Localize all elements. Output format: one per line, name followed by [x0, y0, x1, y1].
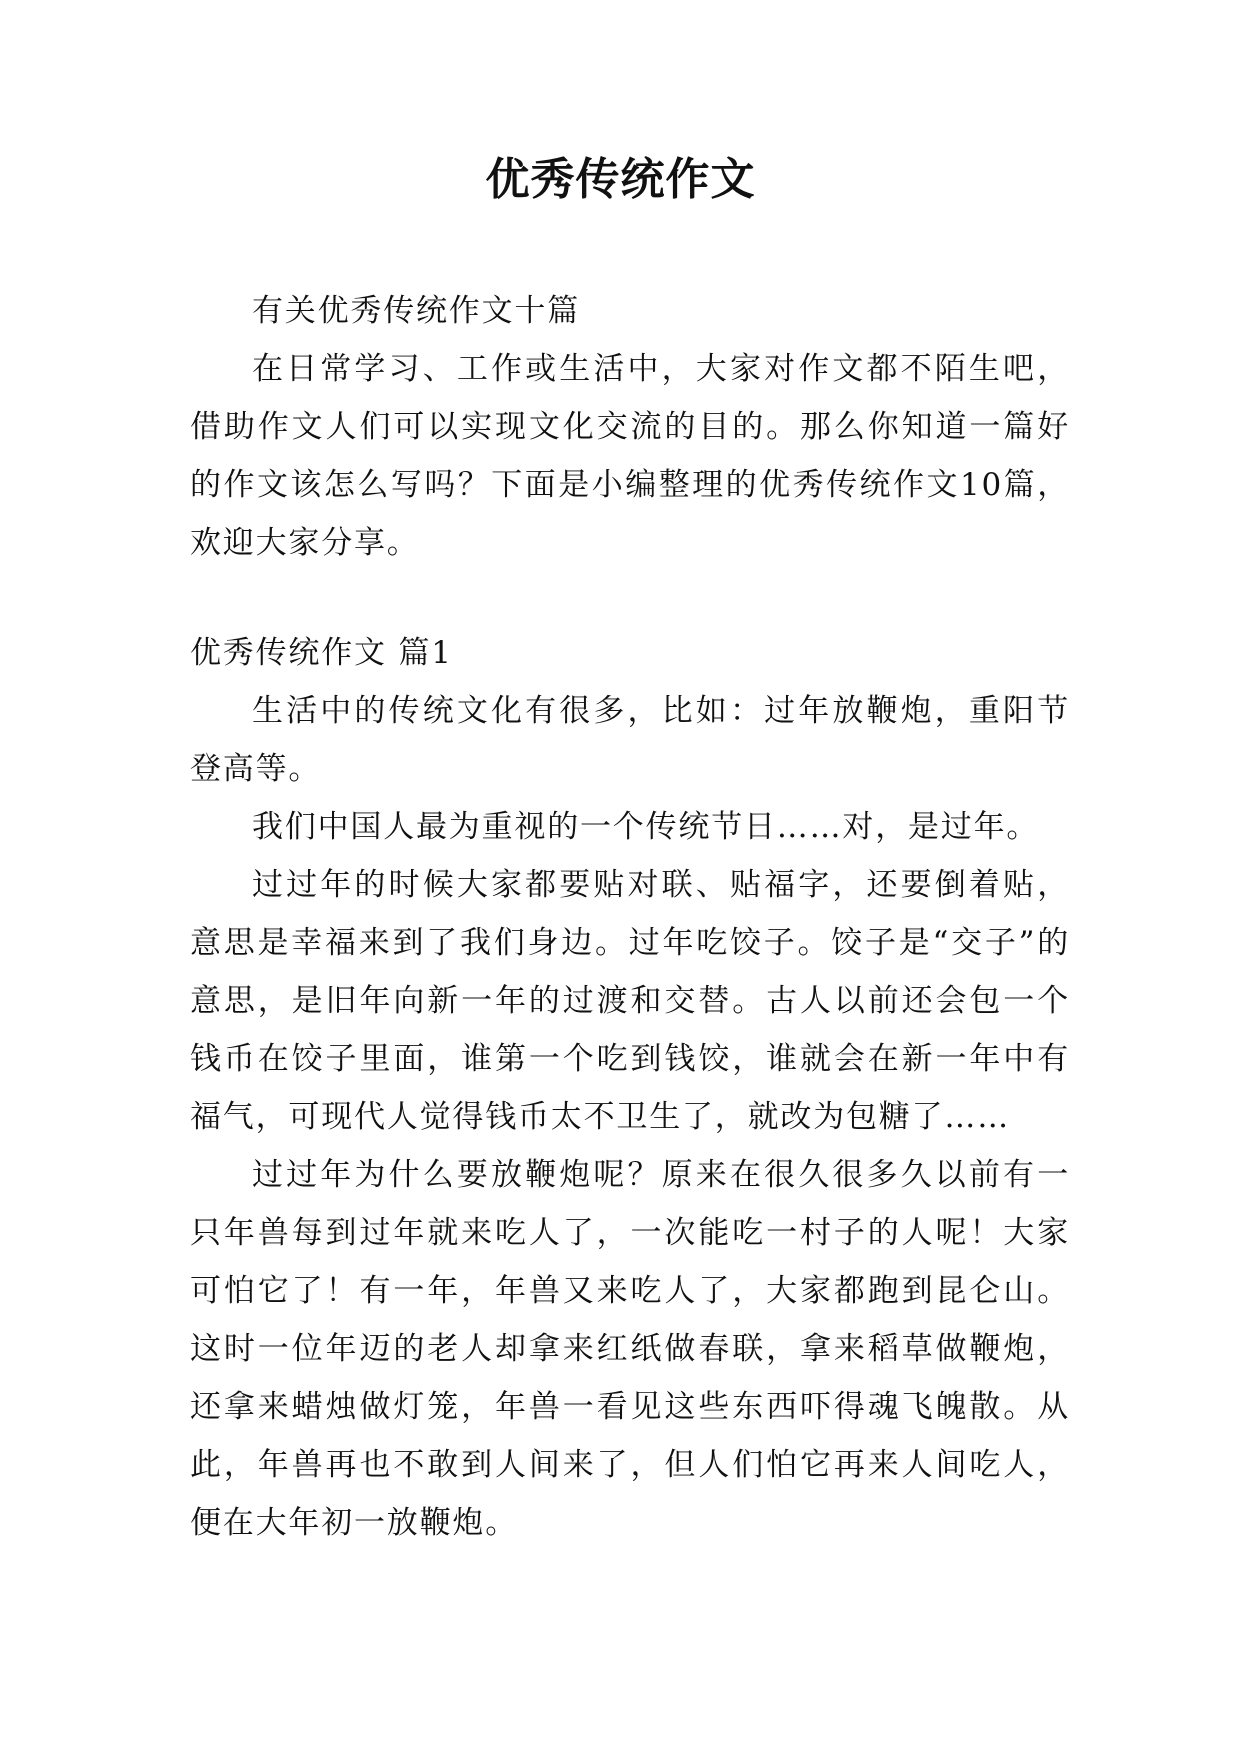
section-paragraph: 我们中国人最为重视的一个传统节日……对，是过年。: [252, 809, 1040, 845]
section-heading: 优秀传统作文 篇1: [190, 635, 453, 671]
section-paragraph: 过过年为什么要放鞭炮呢？原来在很久很多久以前有一只年兽每到过年就来吃人了，一次能吃一村子的人呢！大家可怕它了！有一年，年兽又来吃人了，大家都跑到昆仑山。这时一位年迈的老人却拿来红纸做春联，拿来稻草做鞭炮，还拿来蜡烛做灯笼，年兽一看见这些东西吓得魂飞魄散。从此，年兽再也不敢到人间来了，但人们怕它再来人间吃人，便在大年初一放鞭炮。: [190, 1157, 1070, 1541]
section-paragraph: 生活中的传统文化有很多，比如：过年放鞭炮，重阳节登高等。: [190, 693, 1070, 787]
document-title: 优秀传统作文: [485, 154, 756, 205]
intro-subtitle: 有关优秀传统作文十篇: [252, 293, 580, 329]
document-body: [190, 282, 1070, 1552]
section-paragraph: 过过年的时候大家都要贴对联、贴福字，还要倒着贴，意思是幸福来到了我们身边。过年吃饺子。饺子是“交子”的意思，是旧年向新一年的过渡和交替。古人以前还会包一个钱币在饺子里面，谁第一个吃到钱饺，谁就会在新一年中有福气，可现代人觉得钱币太不卫生了，就改为包糖了……: [190, 867, 1070, 1135]
intro-paragraph: 在日常学习、工作或生活中，大家对作文都不陌生吧，借助作文人们可以实现文化交流的目的。那么你知道一篇好的作文该怎么写吗？下面是小编整理的优秀传统作文10篇，欢迎大家分享。: [190, 351, 1070, 561]
